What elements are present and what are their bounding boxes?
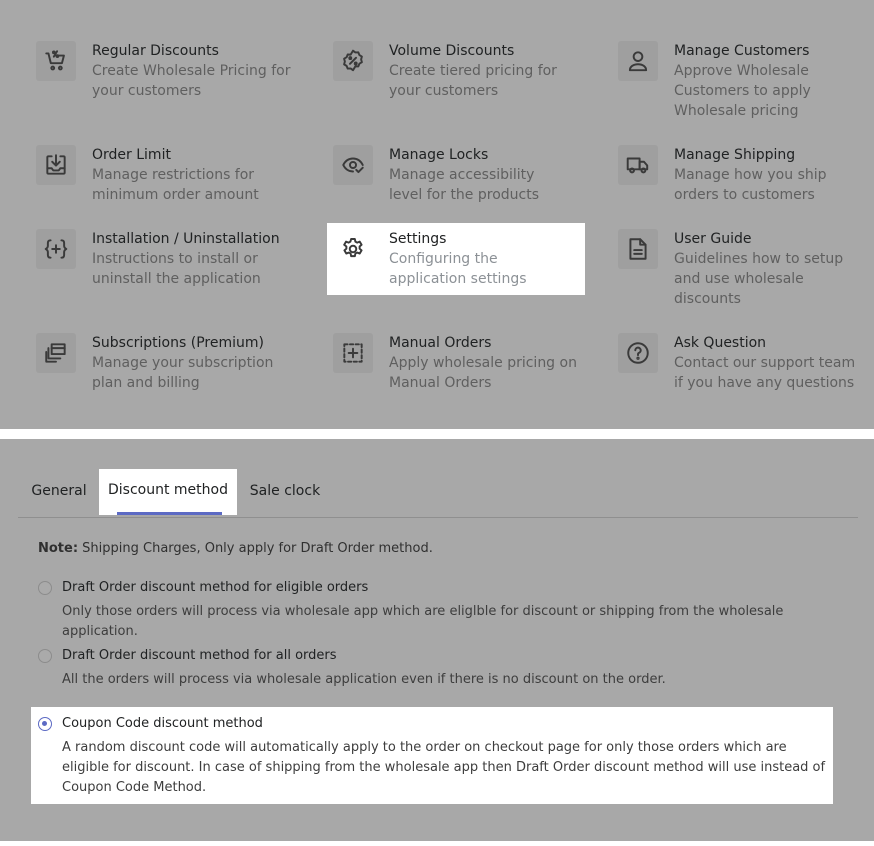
feature-title: Volume Discounts xyxy=(389,43,515,59)
feature-desc: Manage accessibility level for the products xyxy=(389,167,540,203)
cart-discount-icon xyxy=(36,41,76,81)
feature-manual-orders[interactable] xyxy=(333,333,577,393)
feature-volume-discounts[interactable] xyxy=(333,41,573,121)
tab-discount-method[interactable] xyxy=(99,469,237,515)
percent-badge-icon xyxy=(333,41,373,81)
note-label: Note: xyxy=(38,541,79,556)
tab-label: Discount method xyxy=(108,482,228,498)
note-text: Shipping Charges, Only apply for Draft Order method. xyxy=(78,541,433,556)
gear-icon xyxy=(333,229,373,269)
feature-title: Regular Discounts xyxy=(92,43,219,59)
feature-title: Subscriptions (Premium) xyxy=(92,335,264,351)
radio-draft-eligible[interactable] xyxy=(38,581,52,595)
option-coupon-code[interactable] xyxy=(38,717,828,801)
feature-title: Manage Shipping xyxy=(674,147,796,163)
feature-desc: Apply wholesale pricing on Manual Orders xyxy=(389,355,577,391)
feature-desc: Manage restrictions for minimum order amount xyxy=(92,167,259,203)
feature-title: Settings xyxy=(389,231,447,247)
option-label: Coupon Code discount method xyxy=(62,716,263,731)
tab-label: General xyxy=(31,483,87,499)
feature-title: Order Limit xyxy=(92,147,171,163)
feature-title: Ask Question xyxy=(674,335,767,351)
subscription-icon xyxy=(36,333,76,373)
feature-settings[interactable] xyxy=(327,223,585,295)
tab-label: Sale clock xyxy=(249,483,321,499)
manual-add-icon xyxy=(333,333,373,373)
document-icon xyxy=(618,229,658,269)
feature-title: Manual Orders xyxy=(389,335,492,351)
feature-desc: Manage how you ship orders to customers xyxy=(674,167,827,203)
feature-regular-discounts[interactable] xyxy=(36,41,306,121)
feature-desc: Create Wholesale Pricing for your customers xyxy=(92,63,291,99)
feature-installation[interactable] xyxy=(36,229,306,289)
feature-title: Installation / Uninstallation xyxy=(92,231,280,247)
option-help: Only those orders will process via wholesale app which are eliglble for discount or shipping from the wholesale application. xyxy=(62,604,784,639)
eye-lock-icon xyxy=(333,145,373,185)
option-label: Draft Order discount method for all orders xyxy=(62,648,337,663)
feature-manage-locks[interactable] xyxy=(333,145,573,205)
feature-title: User Guide xyxy=(674,231,752,247)
truck-icon xyxy=(618,145,658,185)
code-braces-icon xyxy=(36,229,76,269)
panel-edge xyxy=(0,841,874,846)
feature-subscriptions[interactable] xyxy=(36,333,306,393)
feature-desc: Manage your subscription plan and billing xyxy=(92,355,274,391)
feature-desc: Configuring the application settings xyxy=(389,251,527,287)
tab-general[interactable] xyxy=(18,470,100,516)
option-label: Draft Order discount method for eligible orders xyxy=(62,580,369,595)
feature-desc: Contact our support team if you have any questions xyxy=(674,355,856,391)
tab-sale-clock[interactable] xyxy=(246,470,324,516)
option-help: All the orders will process via wholesale application even if there is no discount on the order. xyxy=(62,672,666,687)
feature-title: Manage Locks xyxy=(389,147,489,163)
option-help: A random discount code will automatically apply to the order on checkout page for only those orders which are eligible for discount. In case of shipping from the wholesale app then Draft Order discount method will use instead of Coupon Code Method. xyxy=(62,740,826,795)
feature-desc: Guidelines how to setup and use wholesale discounts xyxy=(674,251,844,307)
feature-title: Manage Customers xyxy=(674,43,810,59)
shipping-note xyxy=(38,539,433,559)
option-draft-all[interactable] xyxy=(38,649,838,693)
active-tab-indicator xyxy=(117,512,222,515)
feature-manage-customers[interactable] xyxy=(618,41,848,121)
feature-order-limit[interactable] xyxy=(36,145,306,205)
settings-tabs xyxy=(18,470,858,518)
order-limit-icon xyxy=(36,145,76,185)
option-draft-eligible[interactable] xyxy=(38,580,838,639)
customer-icon xyxy=(618,41,658,81)
radio-coupon-code[interactable] xyxy=(38,717,52,731)
feature-desc: Create tiered pricing for your customers xyxy=(389,63,557,99)
radio-draft-all[interactable] xyxy=(38,649,52,663)
question-icon xyxy=(618,333,658,373)
feature-ask-question[interactable] xyxy=(618,333,858,393)
feature-desc: Instructions to install or uninstall the application xyxy=(92,251,261,287)
feature-desc: Approve Wholesale Customers to apply Wholesale pricing xyxy=(674,63,811,119)
feature-manage-shipping[interactable] xyxy=(618,145,848,205)
feature-user-guide[interactable] xyxy=(618,229,848,309)
